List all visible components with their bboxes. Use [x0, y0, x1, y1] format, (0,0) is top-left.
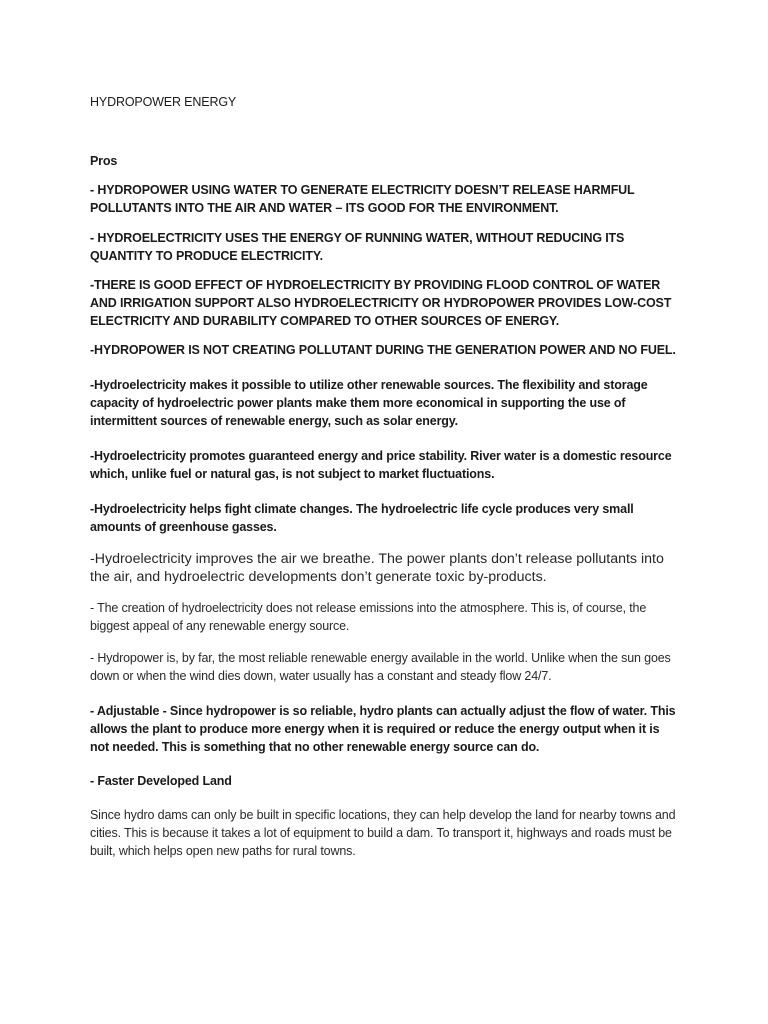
paragraph-6: -Hydroelectricity promotes guaranteed energy and price stability. River water is a domestic resource which, unlike fuel or natural gas, is not subject to market fluctuations.	[90, 449, 672, 481]
paragraph-4: -HYDROPOWER IS NOT CREATING POLLUTANT DURING THE GENERATION POWER AND NO FUEL.	[90, 343, 676, 357]
paragraph-8: -Hydroelectricity improves the air we breathe. The power plants don’t release pollutants into the air, and hydroelectric developments don’t generate toxic by-products.	[90, 551, 664, 585]
paragraph-7: -Hydroelectricity helps fight climate changes. The hydroelectric life cycle produces very small amounts of greenhouse gasses.	[90, 502, 634, 534]
paragraph-13: Since hydro dams can only be built in specific locations, they can help develop the land for nearby towns and cities. This is because it takes a lot of equipment to build a dam. To transport it, highways and roads must be built, which helps open new paths for rural towns.	[90, 808, 676, 858]
paragraph-5: -Hydroelectricity makes it possible to utilize other renewable sources. The flexibility and storage capacity of hydroelectric power plants make them more economical in supporting the use of intermittent sources of renewable energy, such as solar energy.	[90, 378, 648, 428]
paragraph-12: - Faster Developed Land	[90, 774, 232, 788]
section-heading-pros: Pros	[90, 154, 118, 168]
paragraph-2: - HYDROELECTRICITY USES THE ENERGY OF RUNNING WATER, WITHOUT REDUCING ITS QUANTITY TO PRODUCE ELECTRICITY.	[90, 231, 625, 263]
document-title: HYDROPOWER ENERGY	[90, 95, 237, 109]
paragraph-9: - The creation of hydroelectricity does not release emissions into the atmosphere. This is, of course, the biggest appeal of any renewable energy source.	[90, 601, 647, 633]
paragraph-11: - Adjustable - Since hydropower is so reliable, hydro plants can actually adjust the flow of water. This allows the plant to produce more energy when it is required or reduce the energy output when it is not needed. This is something that no other renewable energy source can do.	[90, 704, 676, 754]
document-body	[90, 93, 680, 860]
paragraph-3: -THERE IS GOOD EFFECT OF HYDROELECTRICITY BY PROVIDING FLOOD CONTROL OF WATER AND IRRIGATION SUPPORT ALSO HYDROELECTRICITY OR HYDROPOWER PROVIDES LOW-COST ELECTRICITY AND DURABILITY COMPARED TO OTHER SOURCES OF ENERGY.	[90, 278, 672, 328]
paragraph-1: - HYDROPOWER USING WATER TO GENERATE ELECTRICITY DOESN’T RELEASE HARMFUL POLLUTANTS INTO THE AIR AND WATER – ITS GOOD FOR THE ENVIRONMENT.	[90, 183, 635, 215]
paragraph-10: - Hydropower is, by far, the most reliable renewable energy available in the world. Unlike when the sun goes down or when the wind dies down, water usually has a constant and steady flow 24/7.	[90, 651, 671, 683]
